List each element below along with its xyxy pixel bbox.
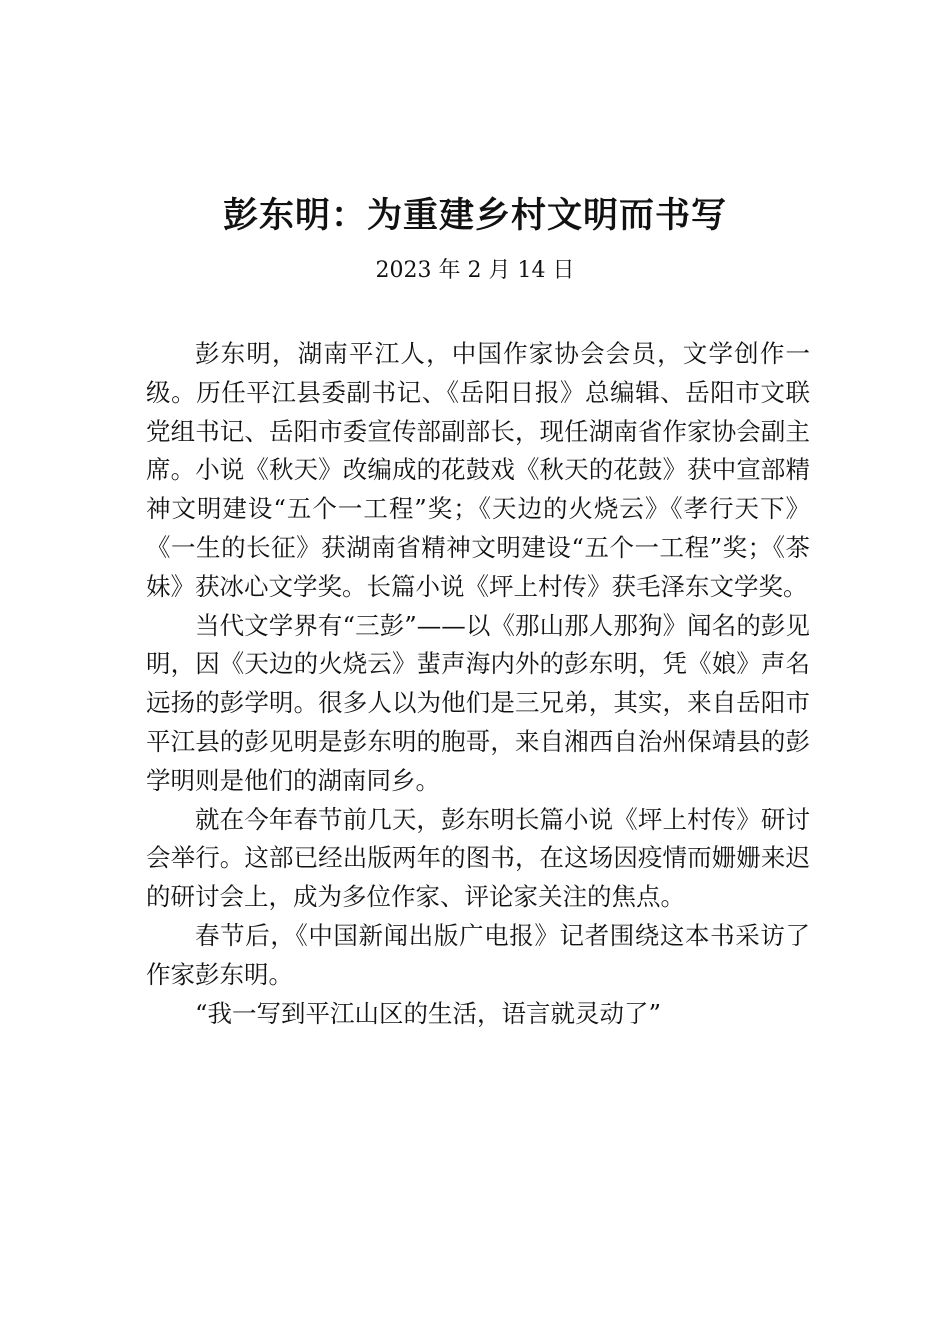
paragraph-interview: 春节后，《中国新闻出版广电报》记者围绕这本书采访了作家彭东明。: [146, 920, 810, 989]
section-subheading: “我一写到平江山区的生活，语言就灵动了”: [195, 998, 662, 1028]
article-body: [146, 335, 810, 1033]
paragraph-intro: 彭东明，湖南平江人，中国作家协会会员，文学创作一级。历任平江县委副书记、《岳阳日报》总编辑、岳阳市文联党组书记、岳阳市委宣传部副部长，现任湖南省作家协会副主席。小说《秋天》改编成的花鼓戏《秋天的花鼓》获中宣部精神文明建设“五个一工程”奖；《天边的火烧云》《孝行天下》《一生的长征》获湖南省精神文明建设“五个一工程”奖；《茶妹》获冰心文学奖。长篇小说《坪上村传》获毛泽东文学奖。: [146, 339, 810, 601]
paragraph-three-pengs: 当代文学界有“三彭”——以《那山那人那狗》闻名的彭见明，因《天边的火烧云》蜚声海内外的彭东明，凭《娘》声名远扬的彭学明。很多人以为他们是三兄弟，其实，来自岳阳市平江县的彭见明是彭东明的胞哥，来自湘西自治州保靖县的彭学明则是他们的湖南同乡。: [146, 610, 810, 795]
paragraph-symposium: 就在今年春节前几天，彭东明长篇小说《坪上村传》研讨会举行。这部已经出版两年的图书，在这场因疫情而姗姗来迟的研讨会上，成为多位作家、评论家关注的焦点。: [146, 804, 810, 912]
article-title: 彭东明：为重建乡村文明而书写: [222, 196, 727, 236]
article-date: 2023 年 2 月 14 日: [375, 258, 575, 283]
